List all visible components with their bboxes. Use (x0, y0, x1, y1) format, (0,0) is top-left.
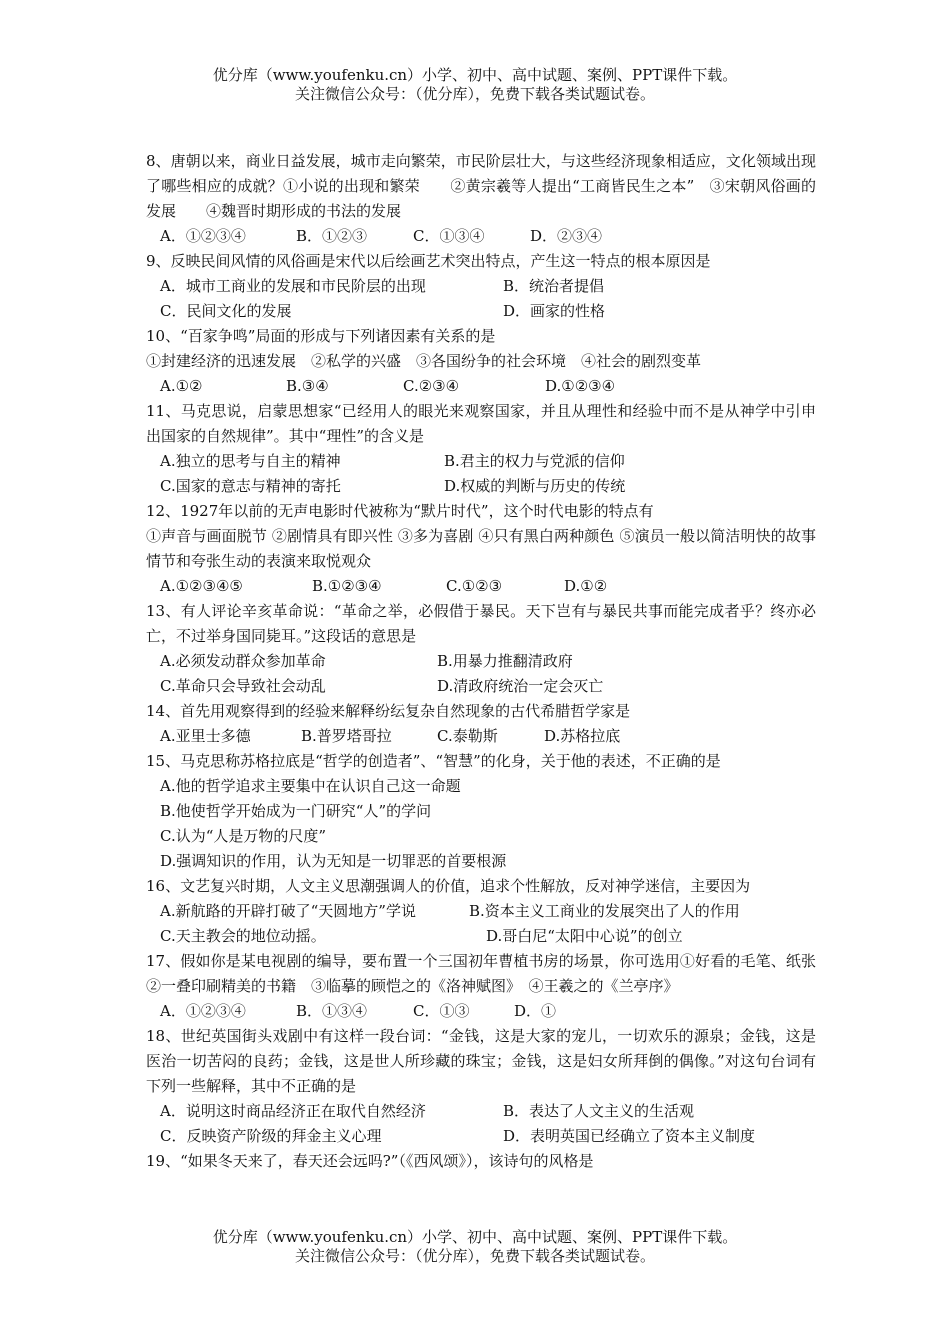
question-stem: 10、“百家争鸣”局面的形成与下列诸因素有关系的是 (146, 327, 496, 345)
option-c: C．①③ (413, 1002, 470, 1020)
option-d: D.清政府统治一定会灭亡 (437, 677, 604, 695)
option-c: C.泰勒斯 (437, 727, 498, 745)
question-17 (146, 949, 816, 1024)
option-b: B.君主的权力与党派的信仰 (444, 452, 625, 470)
option-c: C．①③④ (413, 227, 485, 245)
question-stem: 8、唐朝以来，商业日益发展，城市走向繁荣，市民阶层壮大，与这些经济现象相适应，文化领域出现了哪些相应的成就？①小说的出现和繁荣 ②黄宗羲等人提出“工商皆民生之本” ③宋朝风俗画的发展 ④魏晋时期形成的书法的发展 (146, 152, 816, 220)
options-row (146, 574, 816, 599)
question-stem: 14、首先用观察得到的经验来解释纷纭复杂自然现象的古代希腊哲学家是 (146, 702, 631, 720)
page-footer (0, 1228, 950, 1266)
option-b: B．①③④ (296, 1002, 368, 1020)
option-a: A．说明这时商品经济正在取代自然经济 (160, 1102, 426, 1120)
options-row (146, 224, 816, 249)
option-b: B．表达了人文主义的生活观 (503, 1102, 695, 1120)
options-row (146, 449, 816, 474)
option-b: B.①②③④ (312, 577, 382, 595)
question-stem: 9、反映民间风情的风俗画是宋代以后绘画艺术突出特点，产生这一特点的根本原因是 (146, 252, 711, 270)
question-stem: 11、马克思说，启蒙思想家“已经用人的眼光来观察国家，并且从理性和经验中而不是从神学中引申出国家的自然规律”。其中“理性”的含义是 (146, 402, 816, 445)
option-c: C.国家的意志与精神的寄托 (160, 477, 341, 495)
option-a: A．城市工商业的发展和市民阶层的出现 (160, 277, 426, 295)
options-row (146, 924, 816, 949)
question-stem: 16、文艺复兴时期，人文主义思潮强调人的价值，追求个性解放，反对神学迷信，主要因为 (146, 877, 751, 895)
question-stem: 19、“如果冬天来了，春天还会远吗?”（《西风颂》），该诗句的风格是 (146, 1152, 594, 1170)
option-a: A.①② (160, 377, 203, 395)
question-stem: 17、假如你是某电视剧的编导，要布置一个三国初年曹植书房的场景，你可选用①好看的毛笔、纸张 ②一叠印刷精美的书籍 ③临摹的顾恺之的《洛神赋图》 ④王羲之的《兰亭序》 (146, 952, 816, 995)
question-list (146, 149, 816, 1174)
option-d: D.哥白尼“太阳中心说”的创立 (486, 927, 683, 945)
option-d: D．表明英国已经确立了资本主义制度 (503, 1127, 756, 1145)
question-stem: 18、世纪英国街头戏剧中有这样一段台词：“金钱，这是大家的宠儿，一切欢乐的源泉；金钱，这是医治一切苦闷的良药；金钱，这是世人所珍藏的珠宝；金钱，这是妇女所拜倒的偶像。”对这句台词有下列一些解释，其中不正确的是 (146, 1027, 816, 1095)
question-9 (146, 249, 816, 324)
option-d: D．画家的性格 (503, 302, 606, 320)
question-statements: ①声音与画面脱节 ②剧情具有即兴性 ③多为喜剧 ④只有黑白两种颜色 ⑤演员一般以简洁明快的故事情节和夸张生动的表演来取悦观众 (146, 527, 816, 570)
option-d: D．②③④ (530, 227, 603, 245)
option-c: C.革命只会导致社会动乱 (160, 677, 326, 695)
question-stem: 15、马克思称苏格拉底是“哲学的创造者”、“智慧”的化身，关于他的表述，不正确的是 (146, 752, 721, 770)
option-b: B．统治者提倡 (503, 277, 605, 295)
option-b: B.用暴力推翻清政府 (437, 652, 573, 670)
option-d: D.①② (564, 577, 608, 595)
option-b: B.资本主义工商业的发展突出了人的作用 (469, 902, 740, 920)
option-c: C.认为“人是万物的尺度” (160, 827, 327, 845)
question-18 (146, 1024, 816, 1149)
option-a: A.新航路的开辟打破了“天圆地方”学说 (160, 902, 416, 920)
option-d: D．① (514, 1002, 557, 1020)
question-13 (146, 599, 816, 699)
option-c: C.天主教会的地位动摇。 (160, 927, 326, 945)
options-row (146, 649, 816, 674)
option-a: A.①②③④⑤ (160, 577, 243, 595)
header-line-1: 优分库（www.youfenku.cn）小学、初中、高中试题、案例、PPT课件下载。 (212, 66, 738, 84)
option-c: C．民间文化的发展 (160, 302, 292, 320)
question-statements: ①封建经济的迅速发展 ②私学的兴盛 ③各国纷争的社会环境 ④社会的剧烈变革 (146, 352, 702, 370)
options-row (146, 1124, 816, 1149)
option-a: A．①②③④ (160, 227, 246, 245)
header-line-2: 关注微信公众号：（优分库），免费下载各类试题试卷。 (294, 85, 655, 103)
question-16 (146, 874, 816, 949)
option-a: A.必须发动群众参加革命 (160, 652, 326, 670)
options-row (146, 724, 816, 749)
option-b: B.普罗塔哥拉 (301, 727, 392, 745)
question-14 (146, 699, 816, 749)
question-stem: 13、有人评论辛亥革命说：“革命之举，必假借于暴民。天下岂有与暴民共事而能完成者乎？终亦必亡，不过举身国同毙耳。”这段话的意思是 (146, 602, 816, 645)
option-c: C．反映资产阶级的拜金主义心理 (160, 1127, 382, 1145)
options-row (146, 299, 816, 324)
option-b: B.他使哲学开始成为一门研究“人”的学问 (160, 802, 432, 820)
option-d: D.强调知识的作用，认为无知是一切罪恶的首要根源 (160, 852, 507, 870)
option-c: C.①②③ (446, 577, 503, 595)
question-stem: 12、1927年以前的无声电影时代被称为“默片时代”，这个时代电影的特点有 (146, 502, 654, 520)
options-row (146, 999, 816, 1024)
question-10 (146, 324, 816, 399)
question-8 (146, 149, 816, 249)
footer-line-2: 关注微信公众号：（优分库），免费下载各类试题试卷。 (294, 1247, 655, 1265)
option-a: A.他的哲学追求主要集中在认识自己这一命题 (160, 777, 461, 795)
option-d: D.苏格拉底 (544, 727, 621, 745)
option-b: B．①②③ (296, 227, 368, 245)
option-a: A．①②③④ (160, 1002, 246, 1020)
options-row (146, 474, 816, 499)
options-row (146, 274, 816, 299)
question-19 (146, 1149, 816, 1174)
question-11 (146, 399, 816, 499)
options-row (146, 899, 816, 924)
question-12 (146, 499, 816, 599)
option-d: D.①②③④ (545, 377, 616, 395)
option-a: A.独立的思考与自主的精神 (160, 452, 341, 470)
question-15 (146, 749, 816, 874)
option-c: C.②③④ (403, 377, 460, 395)
option-b: B.③④ (286, 377, 329, 395)
options-row (146, 1099, 816, 1124)
footer-line-1: 优分库（www.youfenku.cn）小学、初中、高中试题、案例、PPT课件下载。 (212, 1228, 738, 1246)
option-d: D.权威的判断与历史的传统 (444, 477, 626, 495)
options-row (146, 374, 816, 399)
page-header (0, 66, 950, 104)
option-a: A.亚里士多德 (160, 727, 251, 745)
options-row (146, 674, 816, 699)
